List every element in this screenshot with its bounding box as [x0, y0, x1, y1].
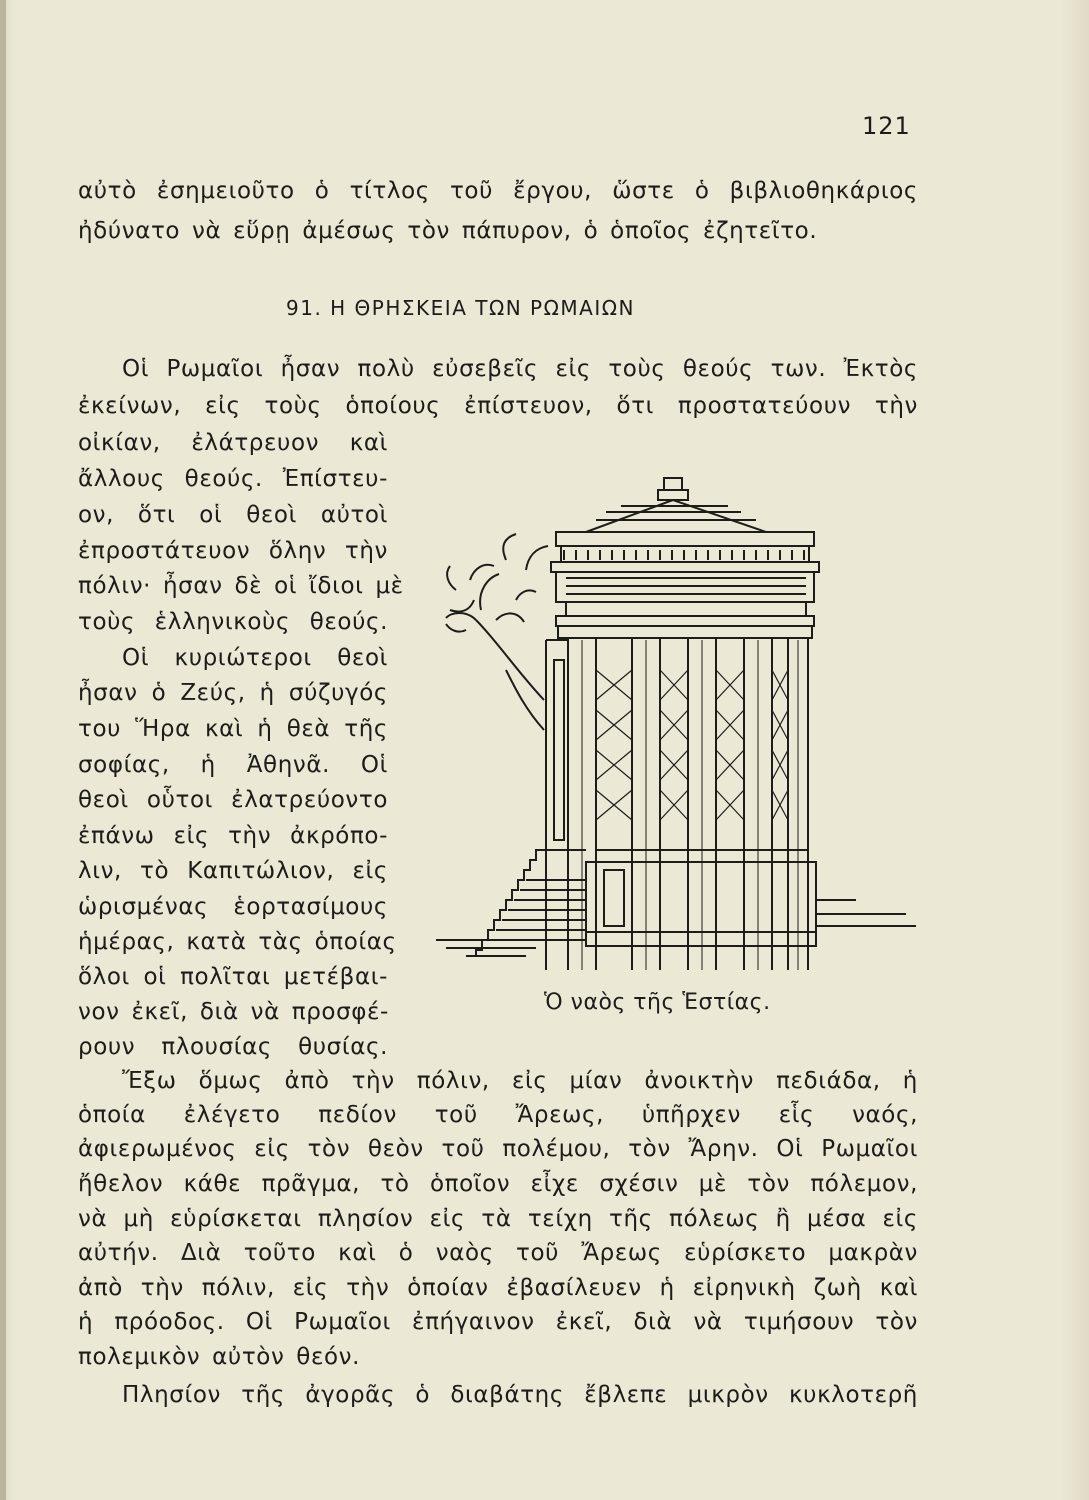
text-line: ἐπάνω εἰς τὴν ἀκρόπο-	[78, 823, 388, 849]
round-temple-icon	[436, 470, 916, 970]
text-line: σοφίας, ἡ Ἀθηνᾶ. Οἱ	[78, 752, 388, 778]
temple-illustration	[436, 470, 916, 970]
text-line: νὰ μὴ εὑρίσκεται πλησίον εἰς τὰ τείχη τῆς πόλεως ἢ μέσα εἰς	[78, 1206, 918, 1232]
text-line: ἀφιερωμένος εἰς τὸν θεὸν τοῦ πολέμου, τὸν Ἄρην. Οἱ Ρωμαῖοι	[78, 1136, 918, 1162]
figure-caption: Ὁ ναὸς τῆς Ἑστίας.	[544, 990, 771, 1015]
text-line: ρουν πλουσίας θυσίας.	[78, 1034, 388, 1060]
page-spine	[0, 0, 6, 1500]
text-line: ἐκείνων, εἰς τοὺς ὁποίους ἐπίστευον, ὅτι προστατεύουν τὴν	[78, 393, 918, 419]
text-line: Οἱ Ρωμαῖοι ἦσαν πολὺ εὐσεβεῖς εἰς τοὺς θεούς των. Ἐκτὸς	[122, 356, 918, 382]
text-line: αὐτήν. Διὰ τοῦτο καὶ ὁ ναὸς τοῦ Ἄρεως εὑρίσκετο μακρὰν	[78, 1240, 918, 1266]
text-line: ὅλοι οἱ πολῖται μετέβαι-	[78, 964, 388, 990]
text-line: θεοὶ οὗτοι ἐλατρεύοντο	[78, 787, 388, 813]
page-number: 121	[862, 112, 911, 140]
text-line: του Ἥρα καὶ ἡ θεὰ τῆς	[78, 716, 388, 742]
text-line: πολεμικὸν αὐτὸν θεόν.	[78, 1344, 361, 1370]
text-line: Πλησίον τῆς ἀγορᾶς ὁ διαβάτης ἔβλεπε μικρὸν κυκλοτερῆ	[122, 1382, 918, 1408]
text-line: νον ἐκεῖ, διὰ νὰ προσφέ-	[78, 999, 389, 1025]
text-line: αὐτὸ ἐσημειοῦτο ὁ τίτλος τοῦ ἔργου, ὥστε ὁ βιβλιοθηκάριος	[78, 178, 918, 204]
text-line: ἡ πρόοδος. Οἱ Ρωμαῖοι ἐπήγαινον ἐκεῖ, διὰ νὰ τιμήσουν τὸν	[78, 1309, 918, 1335]
section-heading: 91. Η ΘΡΗΣΚΕΙΑ ΤΩΝ ΡΩΜΑΙΩΝ	[286, 296, 635, 320]
text-line: πόλιν· ἦσαν δὲ οἱ ἴδιοι μὲ	[78, 573, 404, 599]
text-line: ὡρισμένας ἑορτασίμους	[78, 894, 388, 920]
text-line: ἦσαν ὁ Ζεύς, ἡ σύζυγός	[78, 680, 388, 706]
text-line: ἀπὸ τὴν πόλιν, εἰς τὴν ὁποίαν ἐβασίλευεν ἡ εἰρηνικὴ ζωὴ καὶ	[78, 1275, 918, 1301]
text-line: τοὺς ἑλληνικοὺς θεούς.	[78, 609, 388, 635]
text-line: ὁποία ἐλέγετο πεδίον τοῦ Ἄρεως, ὑπῆρχεν εἷς ναός,	[78, 1102, 918, 1128]
text-line: Ἔξω ὅμως ἀπὸ τὴν πόλιν, εἰς μίαν ἀνοικτὴν πεδιάδα, ἡ	[122, 1068, 918, 1094]
text-line: ἤθελον κάθε πρᾶγμα, τὸ ὁποῖον εἶχε σχέσιν μὲ τὸν πόλεμον,	[78, 1171, 918, 1197]
text-line: ἄλλους θεούς. Ἐπίστευ-	[78, 466, 388, 492]
text-line: οἰκίαν, ἐλάτρευον καὶ	[78, 430, 388, 456]
text-line: Οἱ κυριώτεροι θεοὶ	[122, 645, 388, 671]
text-line: ον, ὅτι οἱ θεοὶ αὐτοὶ	[78, 502, 388, 528]
text-line: λιν, τὸ Καπιτώλιον, εἰς	[78, 858, 388, 884]
text-line: ἐπροστάτευον ὅλην τὴν	[78, 538, 388, 564]
text-line: ἡμέρας, κατὰ τὰς ὁποίας	[78, 929, 397, 955]
text-line: ἠδύνατο νὰ εὕρῃ ἀμέσως τὸν πάπυρον, ὁ ὁποῖος ἐζητεῖτο.	[78, 218, 818, 244]
